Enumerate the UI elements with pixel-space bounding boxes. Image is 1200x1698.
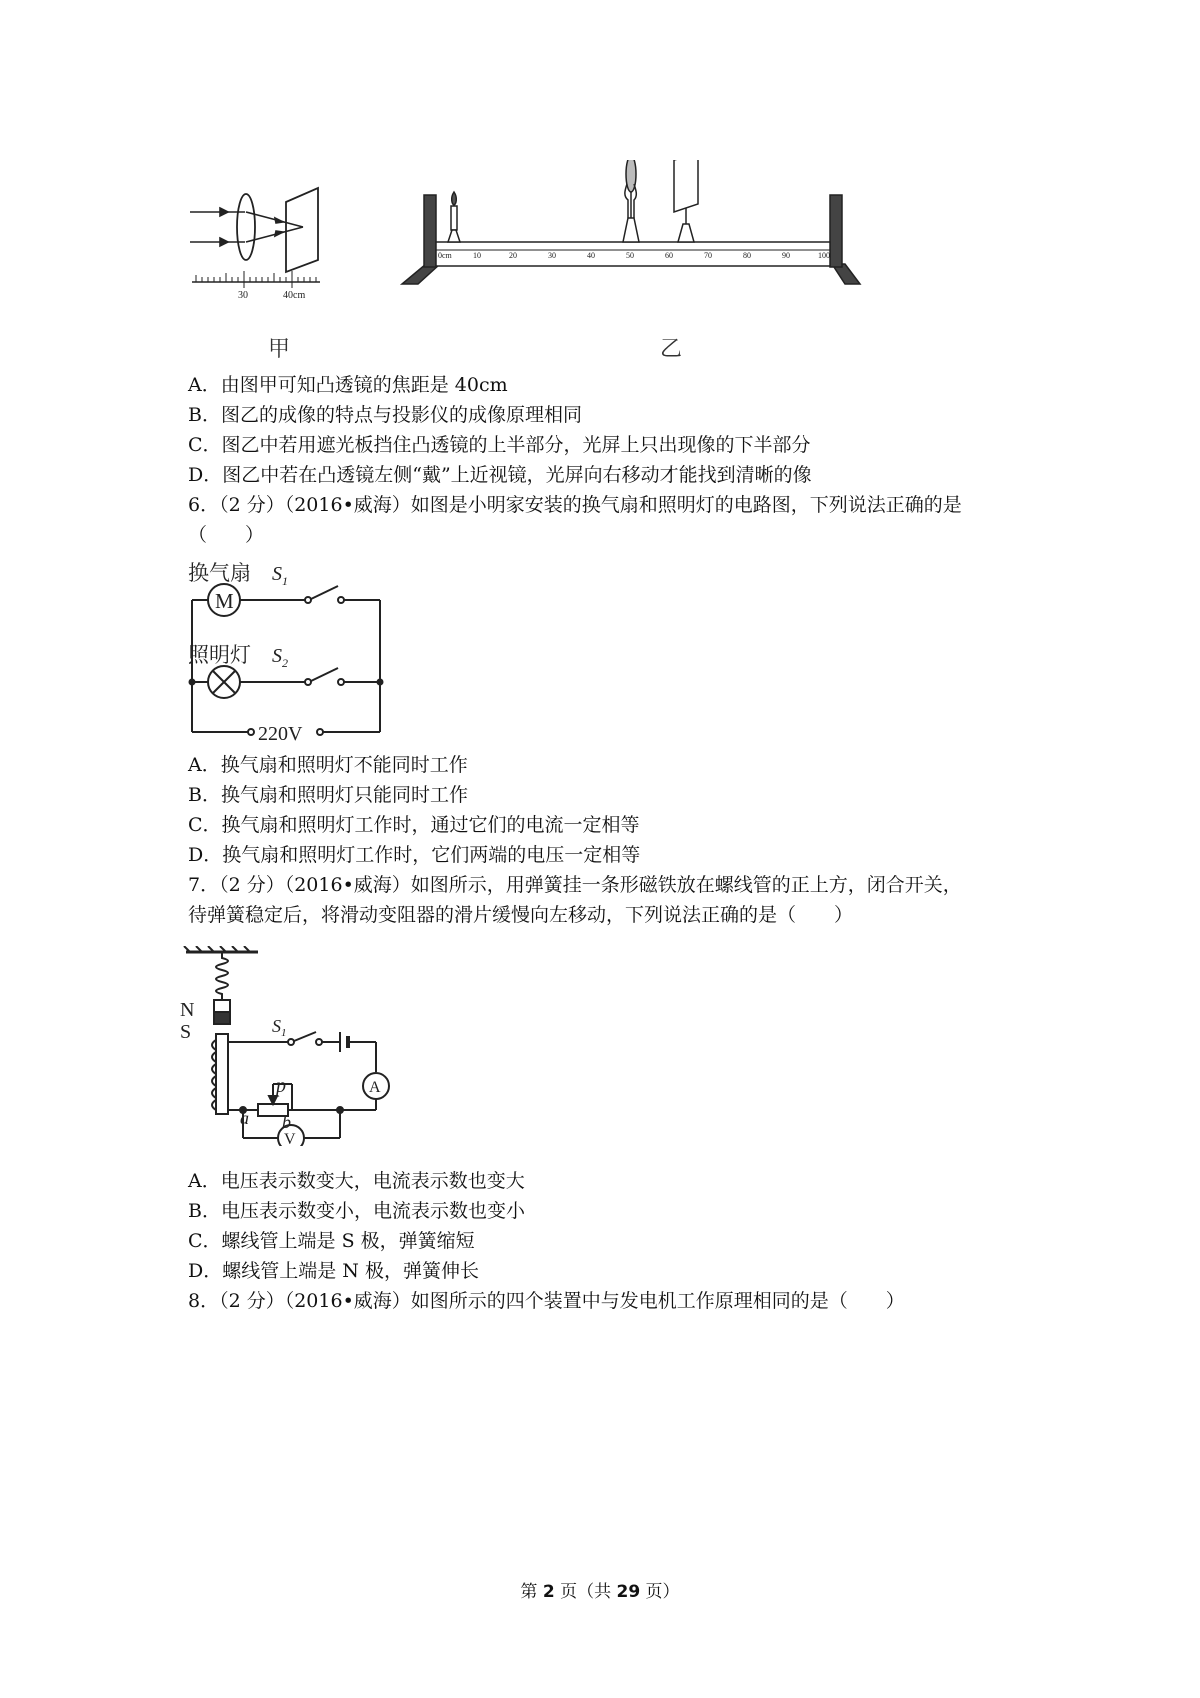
magnet-s-label: S (180, 1021, 192, 1043)
q5-option-d: D．图乙中若在凸透镜左侧“戴”上近视镜，光屏向右移动才能找到清晰的像 (188, 464, 812, 486)
q7-stem-line2: 待弹簧稳定后，将滑动变阻器的滑片缓慢向左移动，下列说法正确的是（ ） (188, 904, 854, 926)
q6-option-b: B．换气扇和照明灯只能同时工作 (188, 784, 468, 806)
lens-figure (180, 160, 940, 360)
yi-tick-70: 70 (704, 251, 712, 260)
parallel-circuit-diagram (180, 558, 400, 748)
voltage-label: 220V (258, 723, 303, 745)
q5-option-a: A．由图甲可知凸透镜的焦距是 40cm (188, 374, 508, 396)
page-number: 2 (542, 1582, 555, 1602)
page-total: 29 (616, 1582, 641, 1602)
q7-stem-line1: 7．（2 分）（2016•威海）如图所示，用弹簧挂一条形磁铁放在螺线管的正上方，闭合开关， (188, 874, 962, 896)
fan-label: 换气扇 (188, 561, 251, 585)
q5-option-c: C．图乙中若用遮光板挡住凸透镜的上半部分，光屏上只出现像的下半部分 (188, 434, 811, 456)
figure-yi (402, 160, 860, 284)
q5-option-b: B．图乙的成像的特点与投影仪的成像原理相同 (188, 404, 582, 426)
yi-tick-20: 20 (509, 251, 517, 260)
q6-stem-line1: 6．（2 分）（2016•威海）如图是小明家安装的换气扇和照明灯的电路图，下列说法正确的是 (188, 494, 962, 516)
q6-stem-line2: （ ） (188, 524, 265, 546)
jia-tick-40: 40cm (283, 290, 306, 301)
figure-jia (190, 188, 320, 288)
q7-option-a: A．电压表示数变大，电流表示数也变大 (188, 1170, 525, 1192)
page-footer: 第 2 页（共 29 页） (520, 1582, 680, 1602)
yi-tick-50: 50 (626, 251, 634, 260)
yi-tick-10: 10 (473, 251, 481, 260)
switch-s2-label: $S_2$ (272, 645, 288, 670)
q6-option-c: C．换气扇和照明灯工作时，通过它们的电流一定相等 (188, 814, 640, 836)
yi-tick-30: 30 (548, 251, 556, 260)
jia-tick-30: 30 (238, 290, 248, 301)
q8-stem-line1: 8．（2 分）（2016•威海）如图所示的四个装置中与发电机工作原理相同的是（ ） (188, 1290, 905, 1312)
q7-option-b: B．电压表示数变小，电流表示数也变小 (188, 1200, 525, 1222)
lamp-label: 照明灯 (188, 643, 251, 667)
motor-symbol: M (215, 589, 234, 613)
q7-option-d: D．螺线管上端是 N 极，弹簧伸长 (188, 1260, 479, 1282)
solenoid-circuit-diagram (180, 946, 400, 1146)
rheostat-b-label: b (282, 1112, 291, 1132)
yi-tick-40: 40 (587, 251, 595, 260)
yi-tick-90: 90 (782, 251, 790, 260)
figure-yi-label: 乙 (660, 337, 683, 362)
q7-option-c: C．螺线管上端是 S 极，弹簧缩短 (188, 1230, 475, 1252)
q6-option-d: D．换气扇和照明灯工作时，它们两端的电压一定相等 (188, 844, 641, 866)
yi-tick-0: 0cm (438, 251, 452, 260)
switch-label: $S_1$ (272, 1016, 287, 1039)
yi-tick-80: 80 (743, 251, 751, 260)
rheostat-a-label: a (240, 1108, 249, 1128)
voltmeter-symbol: V (284, 1131, 296, 1146)
yi-tick-100: 100 (818, 251, 830, 260)
magnet-n-label: N (180, 999, 195, 1021)
switch-s1-label: $S_1$ (272, 563, 288, 588)
slider-p-label: p (276, 1075, 286, 1097)
q6-option-a: A．换气扇和照明灯不能同时工作 (188, 754, 468, 776)
ammeter-symbol: A (369, 1079, 381, 1096)
figure-jia-label: 甲 (268, 337, 291, 362)
yi-tick-60: 60 (665, 251, 673, 260)
